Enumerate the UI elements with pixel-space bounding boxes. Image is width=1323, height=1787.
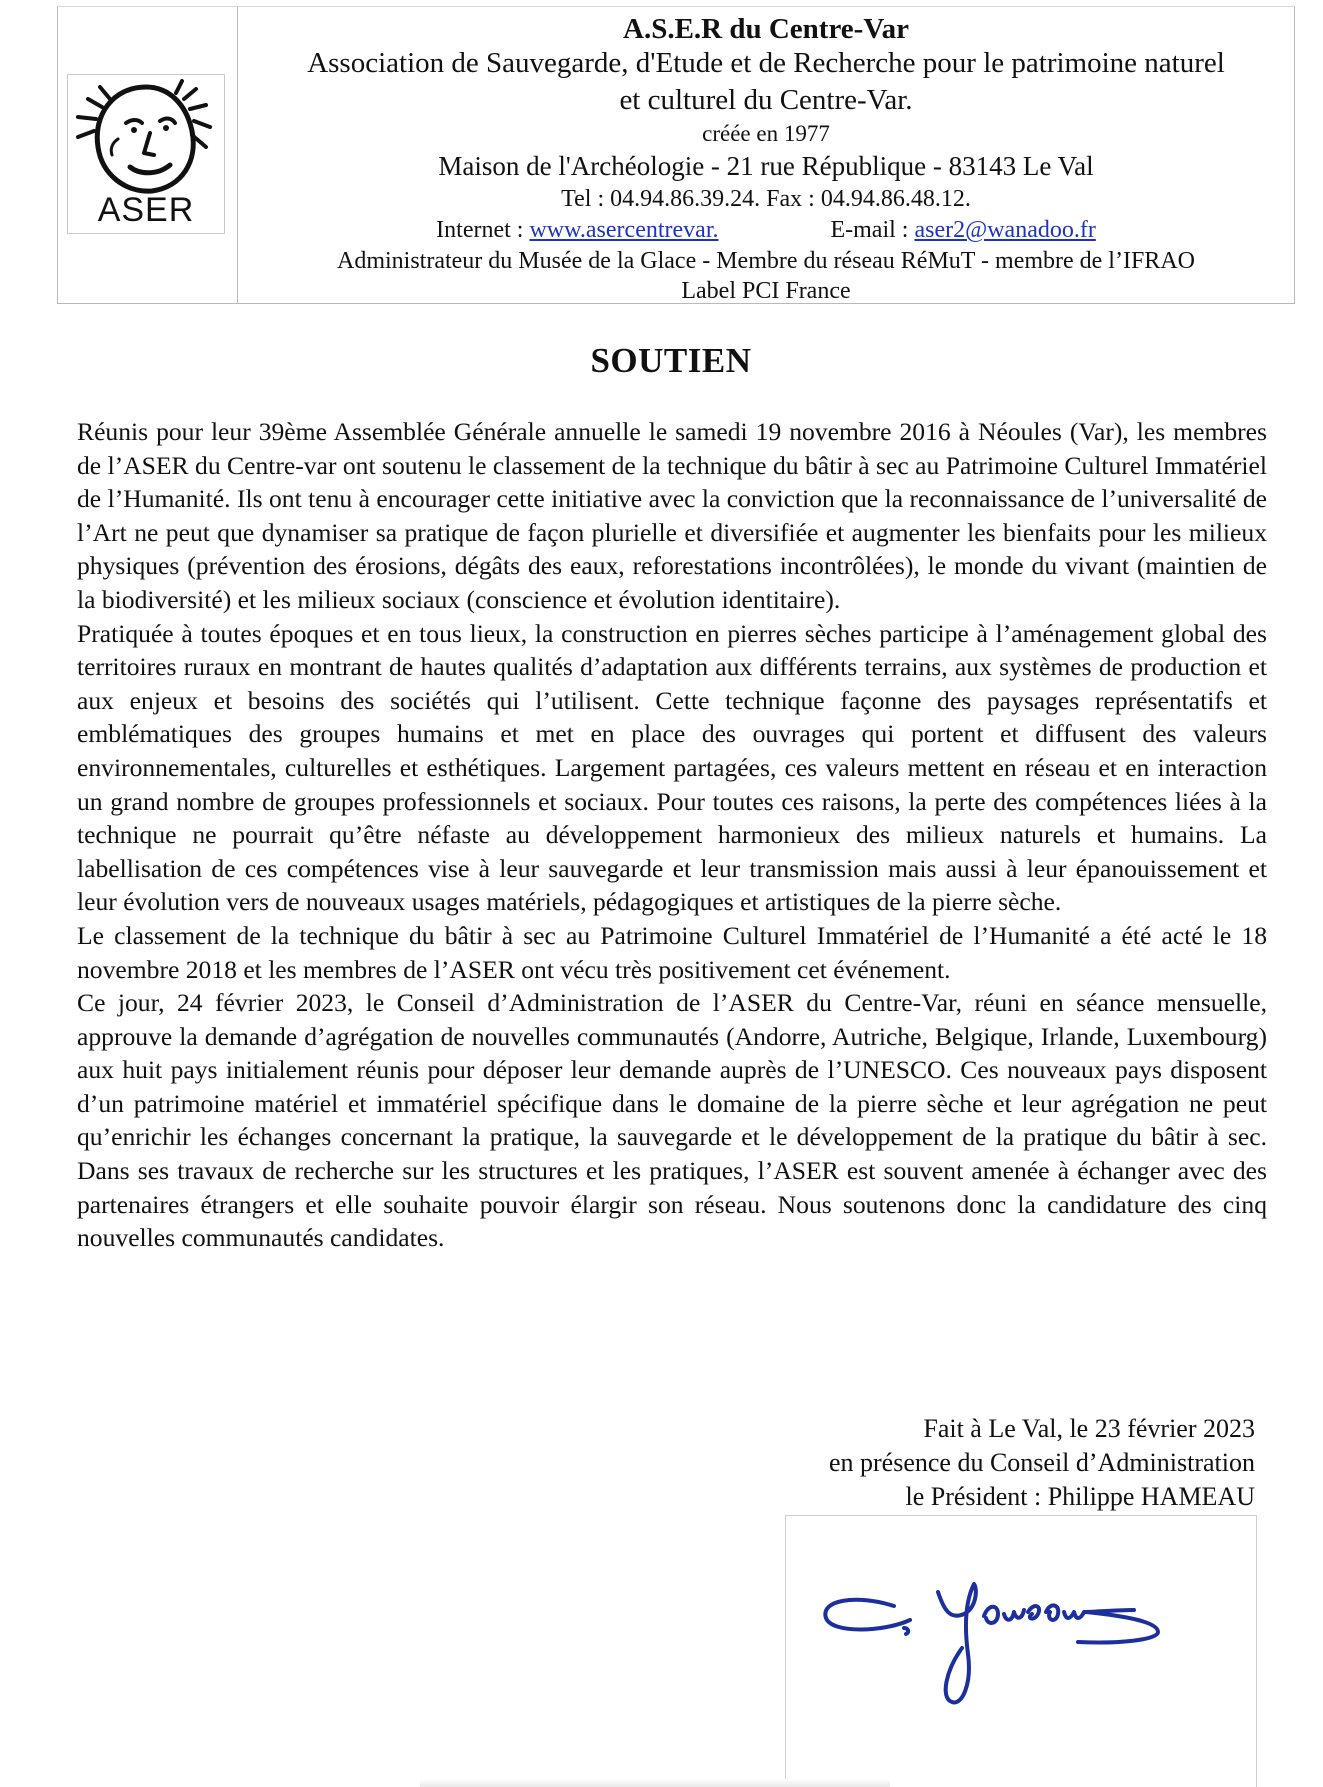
org-phone-fax: Tel : 04.94.86.39.24. Fax : 04.94.86.48.12. (561, 186, 971, 212)
handwritten-signature-icon (786, 1516, 1256, 1786)
paragraph: Pratiquée à toutes époques et en tous lieux, la construction en pierres sèches participe à l’aménagement global des territoires ruraux en montrant de hautes qualités d’adaptation aux différents terrains, aux systèmes de production et aux enjeux et besoins des sociétés qui l’utilisent. Cette technique façonne des paysages représentatifs et emblématiques des groupes humains et met en place des ouvrages qui portent et diffusent des valeurs environnementales, culturelles et esthétiques. Largement partagées, ces valeurs mettent en réseau et en interaction un grand nombre de groupes professionnels et sociaux. Pour toutes ces raisons, la perte des compétences liées à la technique ne pourrait qu’être néfaste au développement harmonieux des milieux naturels et humains. La labellisation de ces compétences vise à leur sauvegarde et leur transmission mais aussi à leur épanouissement et leur évolution vers de nouveaux usages matériels, pédagogiques et artistiques de la pierre sèche. (77, 618, 1267, 917)
logo-text: ASER (97, 191, 195, 229)
org-label: Label PCI France (681, 278, 851, 304)
email-label: E-mail : (830, 217, 915, 243)
org-full-name-line2: et culturel du Centre-Var. (619, 84, 913, 116)
org-name: A.S.E.R du Centre-Var (623, 13, 909, 45)
letterhead (57, 6, 1295, 304)
letter-body (77, 415, 1267, 1255)
website-link[interactable]: www.asercentrevar. (529, 217, 719, 243)
org-full-name-line1: Association de Sauvegarde, d'Etude et de Recherche pour le patrimoine naturel (307, 47, 1225, 79)
org-roles: Administrateur du Musée de la Glace - Membre du réseau RéMuT - membre de l’IFRAO (337, 248, 1195, 274)
org-contact (238, 214, 1294, 246)
president-line: le Président : Philippe HAMEAU (905, 1482, 1255, 1511)
signature-box (785, 1515, 1257, 1787)
logo-cell (58, 7, 238, 303)
closing-block (829, 1412, 1255, 1514)
page-title: SOUTIEN (590, 341, 752, 380)
paragraph: Ce jour, 24 février 2023, le Conseil d’Administration de l’ASER du Centre-Var, réuni en séance mensuelle, approuve la demande d’agrégation de nouvelles communautés (Andorre, Autriche, Belgique, Irlande, Luxembourg) aux huit pays initialement réunis pour déposer leur demande auprès de l’UNESCO. Ces nouveaux pays disposent d’un patrimoine matériel et immatériel spécifique dans le domaine de la pierre sèche et leur agrégation ne peut qu’enrichir les échanges concernant la pratique, la sauvegarde et le développement de la pratique du bâtir à sec. Dans ses travaux de recherche sur les structures et les pratiques, l’ASER est souvent amenée à échanger avec des partenaires étrangers et elle souhaite pouvoir élargir son réseau. Nous soutenons donc la candidature des cinq nouvelles communautés candidates. (77, 988, 1267, 1253)
internet-label: Internet : (436, 217, 530, 243)
place-date: Fait à Le Val, le 23 février 2023 (923, 1414, 1255, 1443)
org-address: Maison de l'Archéologie - 21 rue République - 83143 Le Val (438, 151, 1094, 181)
page-edge-shadow (420, 1779, 890, 1787)
paragraph: Le classement de la technique du bâtir à sec au Patrimoine Culturel Immatériel de l’Humanité a été acté le 18 novembre 2018 et les membres de l’ASER ont vécu très positivement cet événement. (77, 920, 1267, 984)
presence-line: en présence du Conseil d’Administration (828, 1448, 1255, 1477)
paragraph: Réunis pour leur 39ème Assemblée Générale annuelle le samedi 19 novembre 2016 à Néoules (Var), les membres de l’ASER du Centre-var ont soutenu le classement de la technique du bâtir à sec au Patrimoine Culturel Immatériel de l’Humanité. Ils ont tenu à encourager cette initiative avec la conviction que la reconnaissance de l’universalité de l’Art ne peut que dynamiser sa pratique de façon plurielle et diversifiée et augmenter les bienfaits pour les milieux physiques (prévention des érosions, dégâts des eaux, reforestations incontrôlées), le monde du vivant (maintien de la biodiversité) et les milieux sociaux (conscience et évolution identitaire). (77, 417, 1267, 614)
aser-logo (67, 74, 225, 234)
org-created: créée en 1977 (702, 121, 830, 146)
org-info (238, 7, 1294, 303)
email-link[interactable]: aser2@wanadoo.fr (914, 217, 1096, 243)
